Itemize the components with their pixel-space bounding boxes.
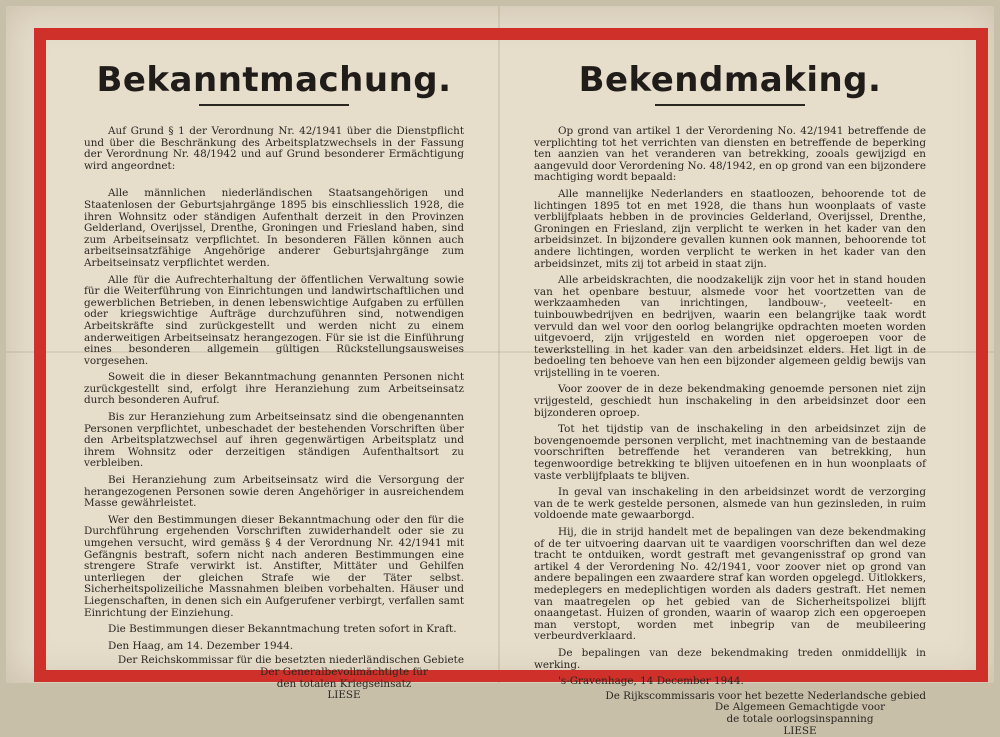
dutch-paragraph: De bepalingen van deze bekendmaking treden onmiddellijk in werking. xyxy=(534,648,926,671)
german-title-rule xyxy=(199,104,349,106)
dutch-title-rule xyxy=(655,104,805,106)
german-paragraph: Bei Heranziehung zum Arbeitseinsatz wird die Versorgung der herangezogenen Personen sowie deren Angehöriger in ausreichendem Masse gewährleistet. xyxy=(84,475,464,510)
german-paragraph: Alle männlichen niederländischen Staatsangehörigen und Staatenlosen der Geburtsjahrgänge 1895 bis einschliesslich 1928, die ihren Wohnsitz oder ständigen Aufenthalt derzeit in den Provinzen Gelderland, Overijssel, Drenthe, Groningen und Friesland haben, sind zum Arbeitseinsatz verpflichtet. In besonderen Fällen können auch arbeitseinsatzfähige Angehörige anderer Geburtsjahrgänge zum Arbeitseinsatz verpflichtet werden. xyxy=(84,188,464,269)
german-signature-name: LIESE xyxy=(84,690,464,702)
dutch-title: Bekendmaking. xyxy=(534,60,926,100)
german-place-date: Den Haag, am 14. Dezember 1944. xyxy=(84,641,464,653)
dutch-paragraph: Alle arbeidskrachten, die noodzakelijk zijn voor het in stand houden van het openbare bestuur, alsmede voor het voortzetten van de werkzaamheden van inrichtingen, landbouw-, veeteelt- en tuinbouwbedrijven en bedrijven, waarin een belangrijke taak wordt vervuld dan wel voor den oorlog belangrijke opdrachten moeten worden uitgevoerd, zijn vrijgesteld en worden niet opgeroepen voor de tewerkstelling in het kader van den arbeidsinzet elders. Het ligt in de bedoeling ten behoeve van hen een bijzonder algemeen geldig bewijs van vrijstelling in te voeren. xyxy=(534,275,926,379)
dutch-paragraph: Op grond van artikel 1 der Verordening No. 42/1941 betreffende de verplichting tot het verrichten van diensten en betreffende de beperking ten aanzien van het veranderen van betrekking, zooals gewijzigd en aangevuld door Verordening No. 48/1942, en op grond van een bijzondere machtiging wordt bepaald: xyxy=(534,126,926,184)
german-signature-title: Der Generalbevollmächtigte für xyxy=(84,667,464,679)
dutch-place-date: 's-Gravenhage, 14 December 1944. xyxy=(534,676,926,688)
dutch-signature-title: de totale oorlogsinspanning xyxy=(534,714,926,726)
german-signature-title: den totalen Kriegseinsatz xyxy=(84,679,464,691)
german-paragraph: Alle für die Aufrechterhaltung der öffentlichen Verwaltung sowie für die Weiterführung von Einrichtungen und landwirtschaftlichen und gewerblichen Betrieben, in denen lebenswichtige Aufgaben zu erfüllen oder kriegswichtige Aufträge durchzuführen sind, notwendigen Arbeitskräfte sind zurückgestellt und werden nicht zu einem anderweitigen Arbeitseinsatz herangezogen. Für sie ist die Einführung eines besonderen allgemein gültigen Rückstellungsausweises vorgesehen. xyxy=(84,275,464,368)
dutch-paragraph: In geval van inschakeling in den arbeidsinzet wordt de verzorging van de te werk gestelde personen, alsmede van hun gezinsleden, in ruim voldoende mate gewaarborgd. xyxy=(534,487,926,522)
german-signature-office: Der Reichskommissar für die besetzten niederländischen Gebiete xyxy=(84,655,464,667)
poster-sheet xyxy=(6,6,994,683)
dutch-signature-name: LIESE xyxy=(534,726,926,737)
dutch-paragraph: Tot het tijdstip van de inschakeling in den arbeidsinzet zijn de bovengenoemde personen verplicht, met inachtneming van de bestaande voorschriften betreffende het veranderen van betrekking, hun tegenwoordige betrekking te blijven uitoefenen en in hun woonplaats of vaste verblijfplaats te blijven. xyxy=(534,424,926,482)
dutch-paragraph: Hij, die in strijd handelt met de bepalingen van deze bekendmaking of de ter uitvoering daarvan uit te vaardigen voorschriften dan wel deze tracht te ontduiken, wordt gestraft met gevangenisstraf op grond van artikel 4 der Verordening No. 42/1941, voor zoover niet op grond van andere bepalingen een zwaardere straf kan worden opgelegd. Uitlokkers, medeplegers en medeplichtigen worden als daders gestraft. Het nemen van maatregelen op het gebied van de Sicherheitspolizei blijft onaangetast. Huizen of gronden, waarin of waarop zich een opgeroepen man verstopt, worden met inbegrip van de meubileering verbeurdverklaard. xyxy=(534,527,926,643)
dutch-paragraph: Voor zoover de in deze bekendmaking genoemde personen niet zijn vrijgesteld, geschiedt hun inschakeling in den arbeidsinzet door een bijzonderen oproep. xyxy=(534,384,926,419)
german-paragraph: Wer den Bestimmungen dieser Bekanntmachung oder den für die Durchführung ergehenden Vorschriften zuwiderhandelt oder sie zu umgehen versucht, wird gemäss § 4 der Verordnung Nr. 42/1941 mit Gefängnis bestraft, sofern nicht nach anderen Bestimmungen eine strengere Strafe verwirkt ist. Anstifter, Mittäter und Gehilfen unterliegen der gleichen Strafe wie der Täter selbst. Sicherheitspolizeiliche Massnahmen bleiben vorbehalten. Häuser und Liegenschaften, in denen sich ein Aufgerufener verbirgt, verfallen samt Einrichtung der Einziehung. xyxy=(84,515,464,619)
german-paragraph: Auf Grund § 1 der Verordnung Nr. 42/1941 über die Dienstpflicht und über die Beschränkung des Arbeitsplatzwechsels in der Fassung der Verordnung Nr. 48/1942 und auf Grund besonderer Ermächtigung wird angeordnet: xyxy=(84,126,464,172)
dutch-paragraph: Alle mannelijke Nederlanders en staatloozen, behoorende tot de lichtingen 1895 tot en met 1928, die thans hun woonplaats of vaste verblijfplaats hebben in de provincies Gelderland, Overijssel, Drenthe, Groningen en Friesland, zijn verplicht te werken in het kader van den arbeidsinzet. In bijzondere gevallen kunnen ook mannen, behoorende tot andere lichtingen, worden verplicht te werken in het kader van den arbeidsinzet, mits zij tot arbeid in staat zijn. xyxy=(534,189,926,270)
dutch-column xyxy=(534,46,926,737)
german-paragraph: Soweit die in dieser Bekanntmachung genannten Personen nicht zurückgestellt sind, erfolgt ihre Heranziehung zum Arbeitseinsatz durch besonderen Aufruf. xyxy=(84,372,464,407)
german-paragraph: Die Bestimmungen dieser Bekanntmachung treten sofort in Kraft. xyxy=(84,624,464,636)
german-paragraph: Bis zur Heranziehung zum Arbeitseinsatz sind die obengenannten Personen verpflichtet, unbeschadet der bestehenden Vorschriften über den Arbeitsplatzwechsel auf ihren gegenwärtigen Arbeitsplatz und ihrem Wohnsitz oder derzeitigen ständigen Aufenthaltsort zu verbleiben. xyxy=(84,412,464,470)
german-title: Bekanntmachung. xyxy=(84,60,464,100)
dutch-signature-title: De Algemeen Gemachtigde voor xyxy=(534,702,926,714)
german-column xyxy=(84,46,464,702)
dutch-signature-office: De Rijkscommissaris voor het bezette Nederlandsche gebied xyxy=(534,691,926,703)
